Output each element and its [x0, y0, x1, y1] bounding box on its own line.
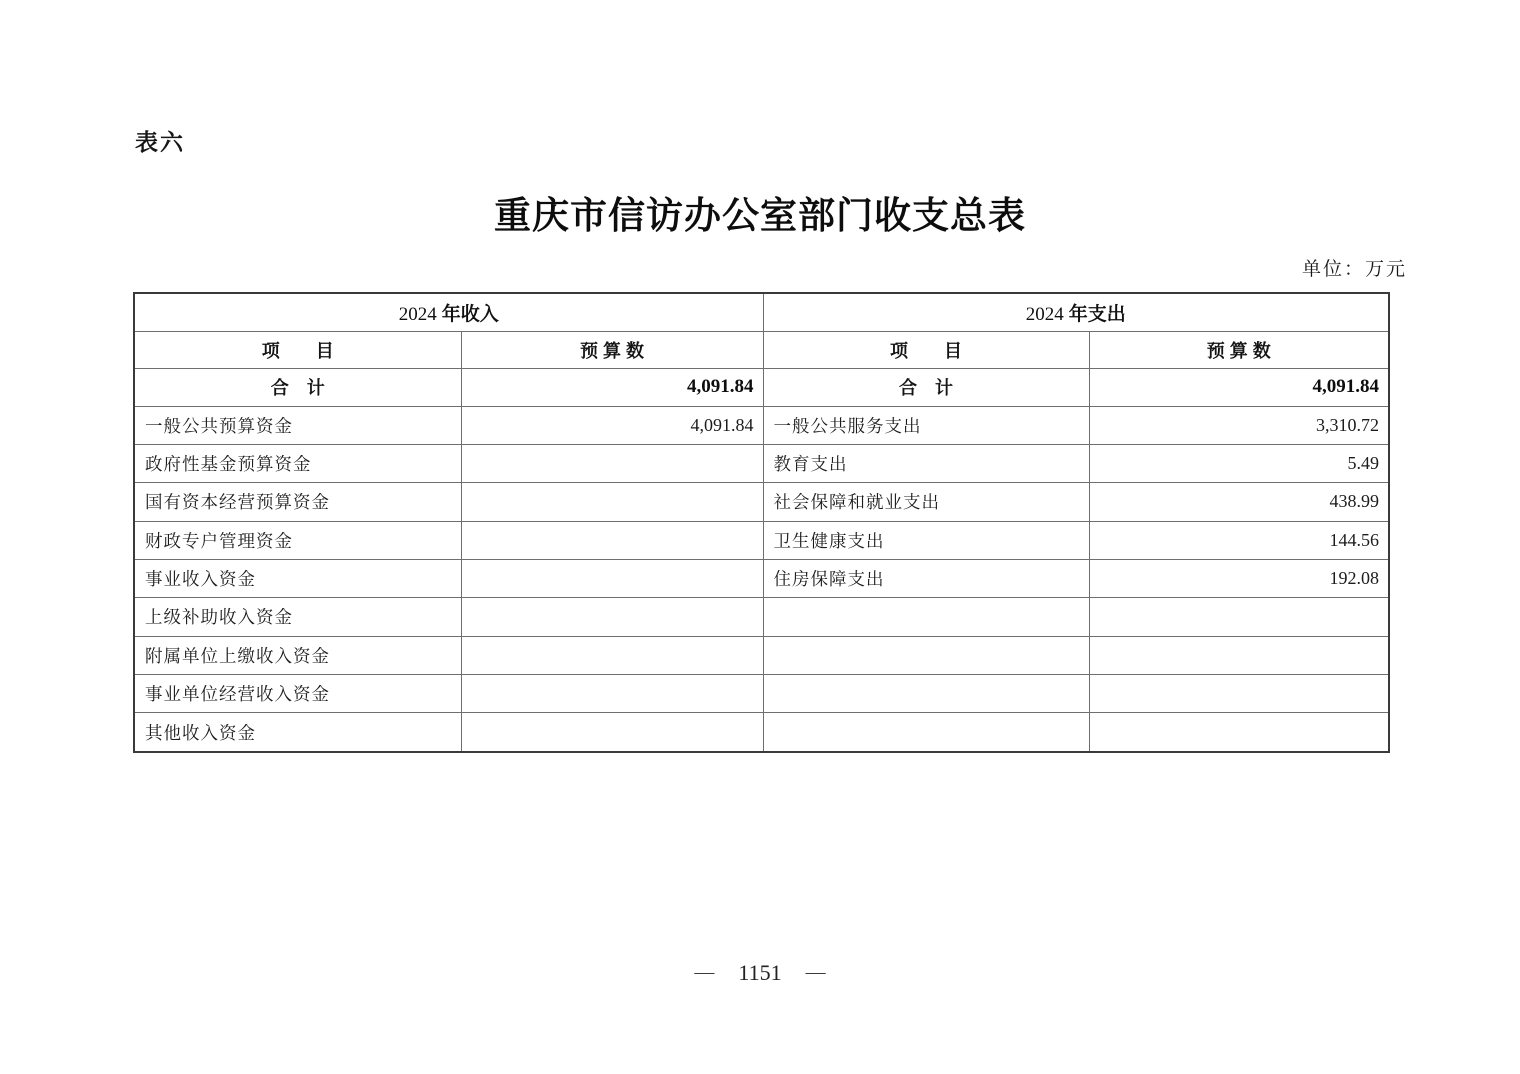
income-item: 一般公共预算资金: [134, 406, 461, 444]
expense-value: 192.08: [1089, 559, 1389, 597]
budget-summary-table: [133, 292, 1390, 753]
expense-item: [763, 713, 1089, 752]
income-value: 4,091.84: [461, 406, 763, 444]
table-row: [134, 483, 1389, 521]
expense-item: [763, 636, 1089, 674]
table-row: [134, 636, 1389, 674]
expense-value: 144.56: [1089, 521, 1389, 559]
table-row: [134, 713, 1389, 752]
expense-total-value: 4,091.84: [1089, 368, 1389, 406]
income-total-label: 合 计: [134, 368, 461, 406]
expense-value: [1089, 598, 1389, 636]
income-value: [461, 483, 763, 521]
expense-value: 5.49: [1089, 444, 1389, 482]
table-row: [134, 675, 1389, 713]
income-value: [461, 559, 763, 597]
expense-item-column-header: 项 目: [763, 331, 1089, 368]
income-total-value: 4,091.84: [461, 368, 763, 406]
table-number-label: 表六: [135, 129, 185, 155]
table-row: [134, 521, 1389, 559]
income-item: 事业收入资金: [134, 559, 461, 597]
income-value: [461, 675, 763, 713]
expense-item: 社会保障和就业支出: [763, 483, 1089, 521]
income-value: [461, 444, 763, 482]
expense-header-label: 年支出: [1068, 303, 1126, 325]
income-item: 财政专户管理资金: [134, 521, 461, 559]
expense-item: 卫生健康支出: [763, 521, 1089, 559]
income-item: 其他收入资金: [134, 713, 461, 752]
table-row: [134, 331, 1389, 368]
income-item-column-header: 项 目: [134, 331, 461, 368]
income-item: 上级补助收入资金: [134, 598, 461, 636]
income-budget-column-header: 预 算 数: [461, 331, 763, 368]
page-number: 1151: [738, 960, 782, 985]
income-item: 国有资本经营预算资金: [134, 483, 461, 521]
table-row: [134, 293, 1389, 331]
income-value: [461, 598, 763, 636]
expense-year: 2024: [1025, 303, 1064, 325]
table-row: [134, 559, 1389, 597]
expense-budget-column-header: 预 算 数: [1089, 331, 1389, 368]
footer-left-dash: —: [694, 961, 715, 983]
income-item: 附属单位上缴收入资金: [134, 636, 461, 674]
expense-value: 3,310.72: [1089, 406, 1389, 444]
expense-value: [1089, 713, 1389, 752]
income-item: 事业单位经营收入资金: [134, 675, 461, 713]
page-footer: [0, 960, 1520, 986]
expense-item: [763, 675, 1089, 713]
table-row: [134, 598, 1389, 636]
footer-right-dash: —: [805, 961, 826, 983]
income-value: [461, 636, 763, 674]
income-header-label: 年收入: [441, 303, 499, 325]
expense-total-label: 合 计: [763, 368, 1089, 406]
expense-value: 438.99: [1089, 483, 1389, 521]
income-item: 政府性基金预算资金: [134, 444, 461, 482]
income-year: 2024: [398, 303, 437, 325]
expense-value: [1089, 675, 1389, 713]
page-title: 重庆市信访办公室部门收支总表: [494, 196, 1026, 237]
total-row: [134, 368, 1389, 406]
table-row: [134, 406, 1389, 444]
expense-section-header: [763, 293, 1389, 331]
expense-item: [763, 598, 1089, 636]
income-value: [461, 713, 763, 752]
table-row: [134, 444, 1389, 482]
unit-note: 单位：万元: [1301, 259, 1407, 280]
expense-item: 教育支出: [763, 444, 1089, 482]
income-section-header: [134, 293, 763, 331]
income-value: [461, 521, 763, 559]
expense-value: [1089, 636, 1389, 674]
expense-item: 住房保障支出: [763, 559, 1089, 597]
expense-item: 一般公共服务支出: [763, 406, 1089, 444]
